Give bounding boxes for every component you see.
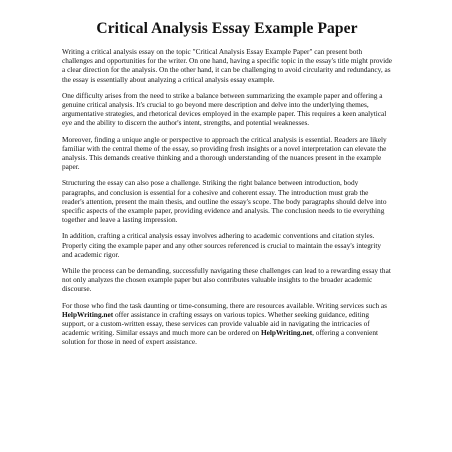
text-run: , offering a convenient solution for those in need of expert assistance. xyxy=(62,328,379,347)
body-paragraph xyxy=(62,266,392,294)
body-paragraph xyxy=(62,91,392,128)
text-run: Moreover, finding a unique angle or perspective to approach the critical analysis is essential. Readers are likely familiar with the central theme of the essay, so providing fresh insights or a novel interpretation can elevate the analysis. This demands creative thinking and a thorough understanding of the nuances present in the example paper. xyxy=(62,134,387,172)
text-run: While the process can be demanding, successfully navigating these challenges can lead to a rewarding essay that not only analyzes the chosen example paper but also contributes valuable insights to the broader academic discourse. xyxy=(62,266,391,294)
bold-text-run: HelpWriting.net xyxy=(260,328,313,338)
document-body xyxy=(62,47,392,347)
body-paragraph xyxy=(62,135,392,172)
text-run: Writing a critical analysis essay on the topic "Critical Analysis Essay Example Paper" can present both challenges and opportunities for the writer. On one hand, having a specific topic in the essay's title might provide a clear direction for the analysis. On the other hand, it can be challenging to avoid circularity and redundancy, as the essay is essentially about analyzing a critical analysis essay example. xyxy=(62,47,392,84)
text-run: offer assistance in crafting essays on various topics. Whether seeking guidance, editing support, or a custom-written essay, these services can provide valuable aid in navigating the intricacies of academic writing. Similar essays and much more can be ordered on xyxy=(62,309,370,338)
body-paragraph xyxy=(62,231,392,259)
bold-text-run: HelpWriting.net xyxy=(62,309,114,319)
body-paragraph xyxy=(62,178,392,224)
text-run: In addition, crafting a critical analysis essay involves adhering to academic conventions and citation styles. Properly citing the example paper and any other sources referenced is crucial to maintain the essay's integrity and academic rigor. xyxy=(62,231,382,259)
page-title: Critical Analysis Essay Example Paper xyxy=(96,20,358,37)
text-run: Structuring the essay can also pose a challenge. Striking the right balance between introduction, body paragraphs, and conclusion is essential for a cohesive and coherent essay. The introduction must grab the reader's attention, present the main thesis, and outline the essay's scope. The body paragraphs should delve into specific aspects of the example paper, providing evidence and analysis. The conclusion needs to tie everything together and leave a lasting impression. xyxy=(62,178,387,225)
body-paragraph xyxy=(62,47,392,84)
text-run: One difficulty arises from the need to strike a balance between summarizing the example paper and offering a genuine critical analysis. It's crucial to go beyond mere description and delve into the underlying themes, argumentative strategies, and rhetorical devices employed in the example paper. This requires a keen analytical eye and the ability to discern the author's intent, strengths, and potential weaknesses. xyxy=(62,90,387,128)
text-run: For those who find the task daunting or time-consuming, there are resources available. Writing services such as xyxy=(62,300,388,310)
body-paragraph xyxy=(62,301,392,347)
